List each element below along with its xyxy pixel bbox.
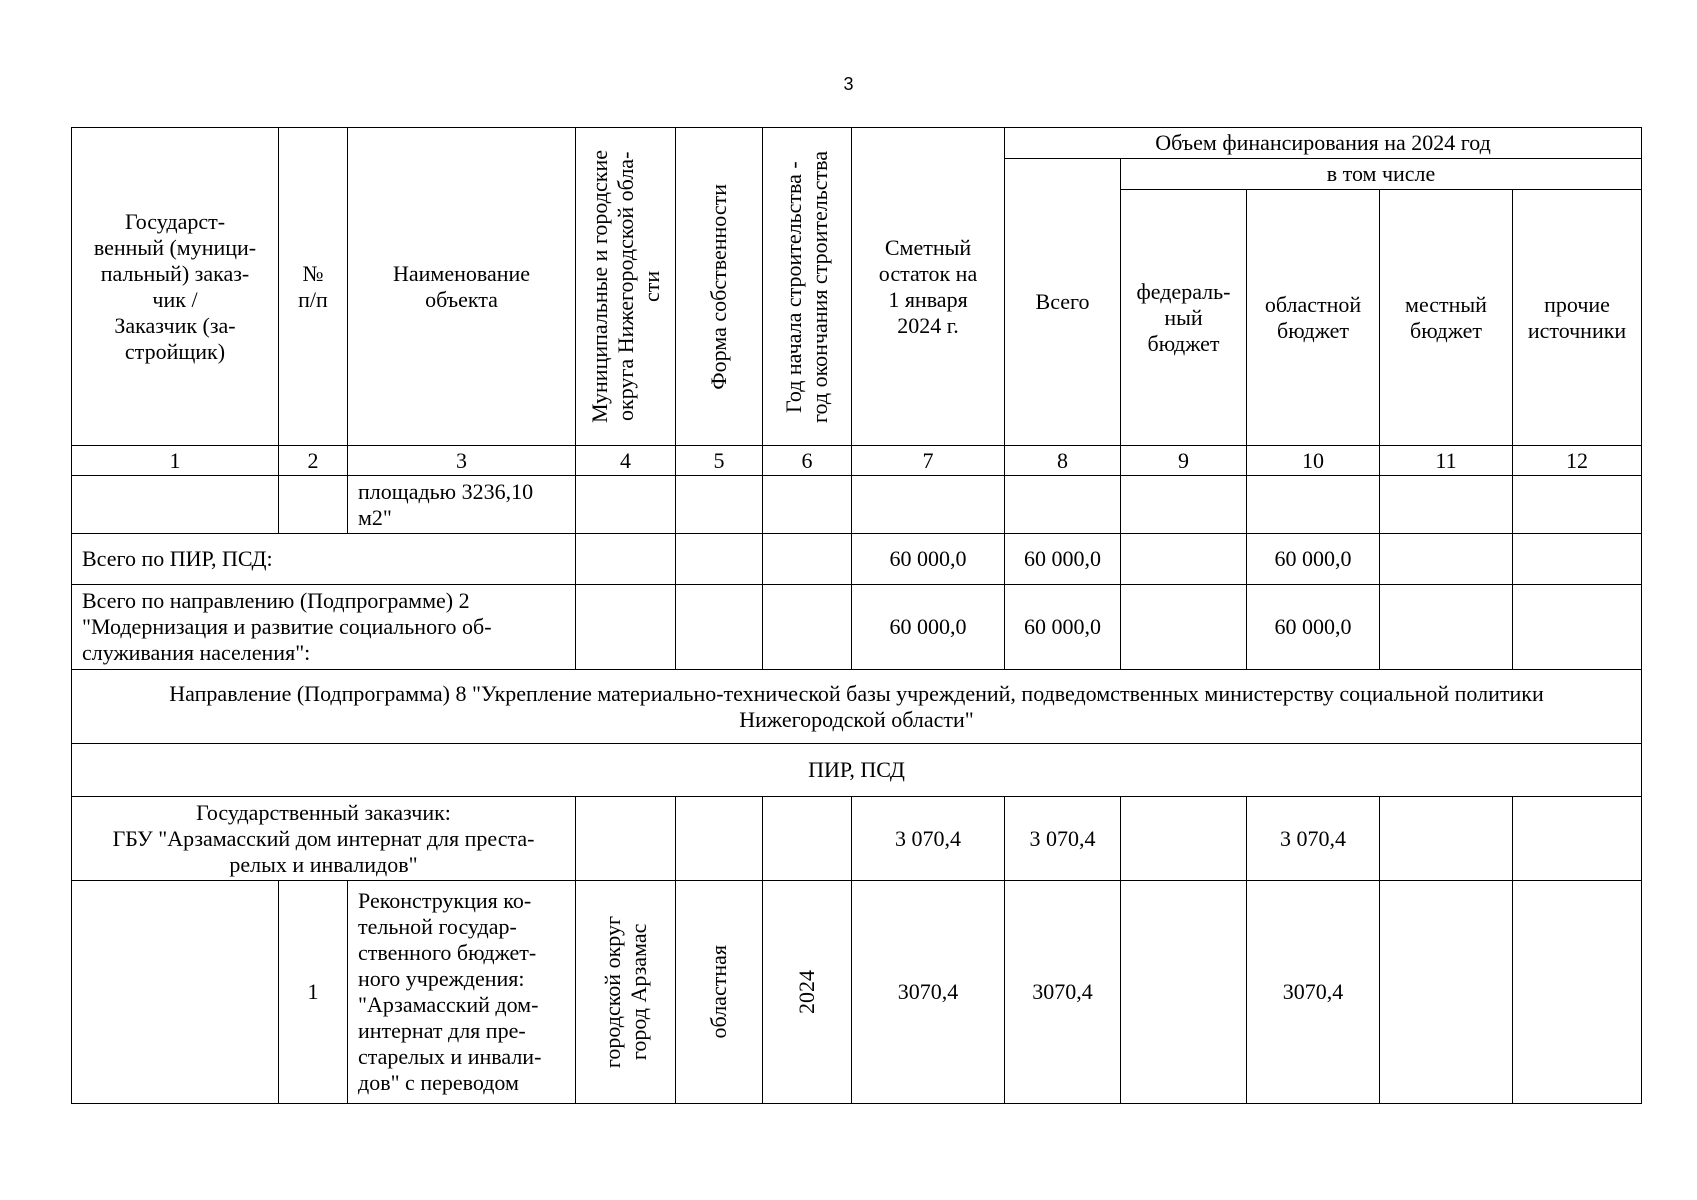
column-number: 10 — [1247, 446, 1380, 476]
object-local — [1380, 881, 1513, 1104]
header-ownership: Форма собственности — [706, 183, 731, 390]
column-number: 9 — [1121, 446, 1247, 476]
total-pir-federal — [1121, 534, 1247, 585]
column-number: 3 — [348, 446, 576, 476]
header-municipality: Муниципальные и городские округа Нижегородской обла- сти — [586, 150, 664, 423]
object-other — [1513, 881, 1642, 1104]
column-number: 8 — [1005, 446, 1121, 476]
total-direction-total: 60 000,0 — [1005, 585, 1121, 670]
customer-federal — [1121, 797, 1247, 881]
table-row-total-direction — [72, 585, 1642, 670]
column-numbers-row — [72, 446, 1642, 476]
total-direction-other — [1513, 585, 1642, 670]
header-including: в том числе — [1121, 159, 1642, 190]
customer-label: Государственный заказчик: ГБУ "Арзамасский дом интернат для преста- релых и инвалидов" — [72, 797, 576, 881]
page-number: 3 — [843, 74, 854, 94]
total-pir-other — [1513, 534, 1642, 585]
total-pir-regional: 60 000,0 — [1247, 534, 1380, 585]
object-estimate: 3070,4 — [852, 881, 1005, 1104]
column-number: 1 — [72, 446, 279, 476]
header-local: местный бюджет — [1380, 190, 1513, 446]
table-row-continuation — [72, 476, 1642, 534]
column-number: 6 — [763, 446, 852, 476]
total-pir-label: Всего по ПИР, ПСД: — [72, 534, 576, 585]
object-number: 1 — [279, 881, 348, 1104]
header-total: Всего — [1005, 159, 1121, 446]
header-customer: Государст- венный (муници- пальный) заказ- чик / Заказчик (за- стройщик) — [72, 128, 279, 446]
total-direction-regional: 60 000,0 — [1247, 585, 1380, 670]
column-number: 7 — [852, 446, 1005, 476]
table-row-direction-8 — [72, 670, 1642, 744]
customer-estimate: 3 070,4 — [852, 797, 1005, 881]
object-total: 3070,4 — [1005, 881, 1121, 1104]
table-row-pir-heading — [72, 744, 1642, 797]
table-row-total-pir — [72, 534, 1642, 585]
object-name-continuation: площадью 3236,10 м2" — [348, 476, 576, 534]
header-regional: областной бюджет — [1247, 190, 1380, 446]
header-financing-title: Объем финансирования на 2024 год — [1005, 128, 1642, 159]
object-ownership: областная — [706, 945, 731, 1039]
total-direction-local — [1380, 585, 1513, 670]
customer-local — [1380, 797, 1513, 881]
customer-other — [1513, 797, 1642, 881]
header-years-cell — [763, 128, 852, 446]
object-regional: 3070,4 — [1247, 881, 1380, 1104]
pir-psd-heading: ПИР, ПСД — [72, 744, 1642, 797]
object-years: 2024 — [794, 970, 819, 1014]
object-municipality-cell — [576, 881, 676, 1104]
header-federal: федераль- ный бюджет — [1121, 190, 1247, 446]
header-ownership-cell — [676, 128, 763, 446]
customer-regional: 3 070,4 — [1247, 797, 1380, 881]
column-number: 12 — [1513, 446, 1642, 476]
header-number: № п/п — [279, 128, 348, 446]
total-direction-estimate: 60 000,0 — [852, 585, 1005, 670]
total-pir-local — [1380, 534, 1513, 585]
customer-total: 3 070,4 — [1005, 797, 1121, 881]
object-ownership-cell — [676, 881, 763, 1104]
table-row-object-1 — [72, 881, 1642, 1104]
total-pir-estimate: 60 000,0 — [852, 534, 1005, 585]
object-municipality: городской округ город Арзамас — [599, 915, 651, 1069]
column-number: 4 — [576, 446, 676, 476]
object-years-cell — [763, 881, 852, 1104]
header-municipality-cell — [576, 128, 676, 446]
header-object-name: Наименование объекта — [348, 128, 576, 446]
header-years: Год начала строительства - год окончания строительства — [781, 150, 832, 423]
total-pir-total: 60 000,0 — [1005, 534, 1121, 585]
header-estimate: Сметный остаток на 1 января 2024 г. — [852, 128, 1005, 446]
table-row-customer — [72, 797, 1642, 881]
object-federal — [1121, 881, 1247, 1104]
object-name: Реконструкция ко- тельной государ- ственного бюджет- ного учреждения: "Арзамасский дом- интернат для пре- старелых и инвали- дов" с переводом — [348, 881, 576, 1104]
financing-table — [71, 127, 1642, 1104]
column-number: 5 — [676, 446, 763, 476]
total-direction-label: Всего по направлению (Подпрограмме) 2 "Модернизация и развитие социального об- служивания населения": — [72, 585, 576, 670]
column-number: 11 — [1380, 446, 1513, 476]
header-other: прочие источники — [1513, 190, 1642, 446]
total-direction-federal — [1121, 585, 1247, 670]
direction-8-heading: Направление (Подпрограмма) 8 "Укрепление материально-технической базы учреждений, подведомственных министерству социальной политики Нижегородской области" — [72, 670, 1642, 744]
column-number: 2 — [279, 446, 348, 476]
